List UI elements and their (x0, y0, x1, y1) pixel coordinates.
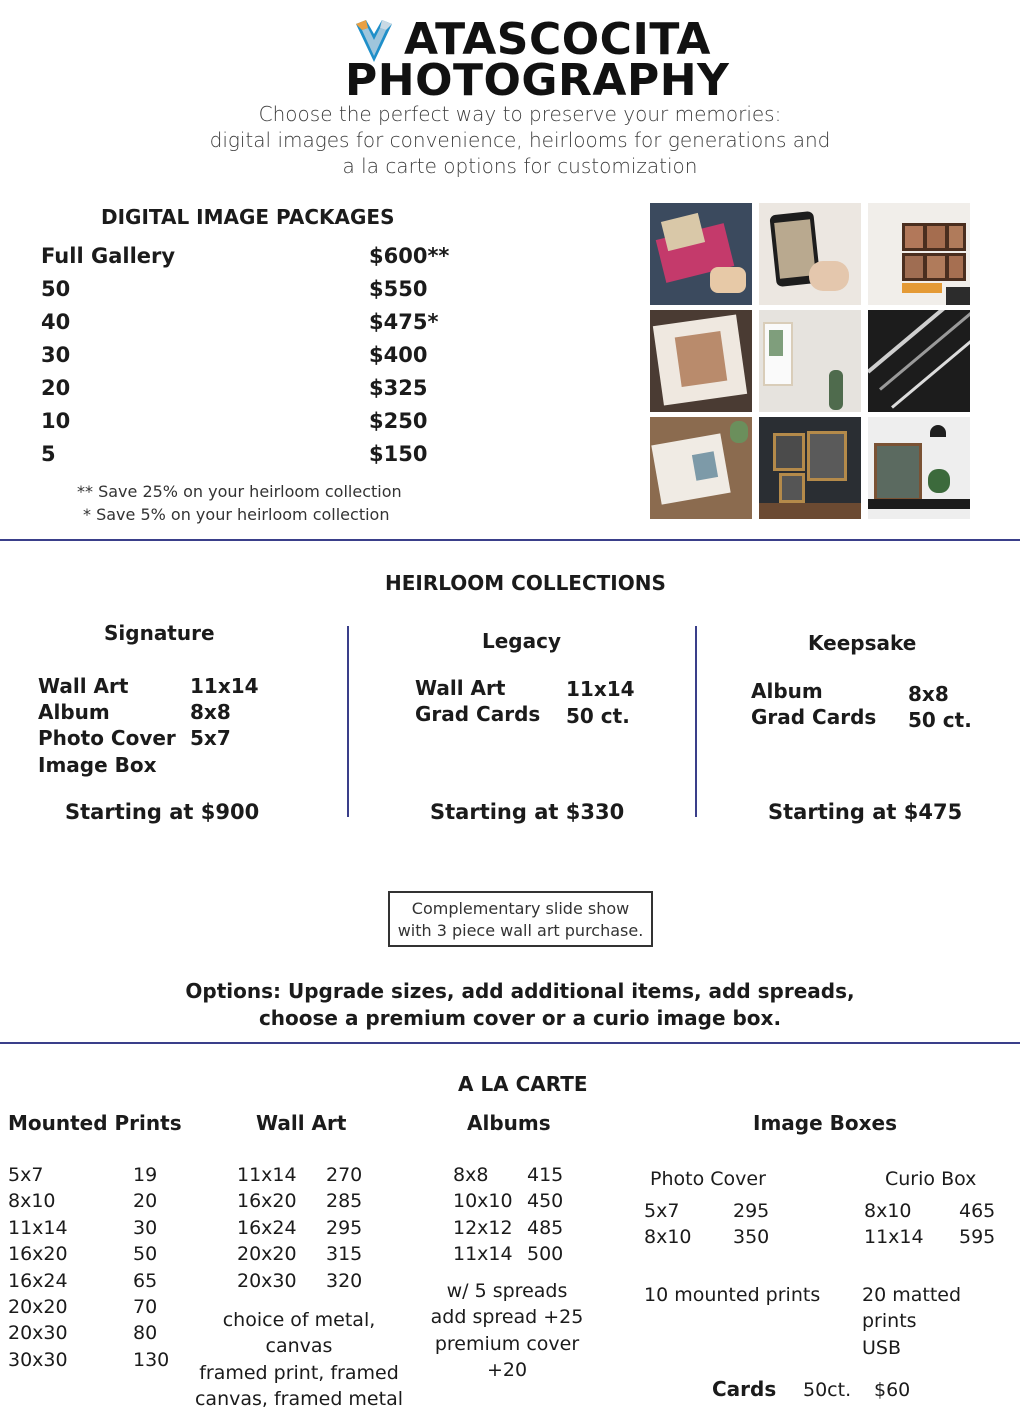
size-cell: 20x30 (237, 1269, 297, 1292)
collection-item-label: Image Box (38, 753, 157, 777)
curio-box-heading: Curio Box (885, 1168, 977, 1190)
photo-cover-note: 10 mounted prints (644, 1284, 821, 1306)
photo-cover-prices (733, 1198, 769, 1251)
package-name: 50 (41, 277, 71, 301)
promo-line: with 3 piece wall art purchase. (397, 921, 644, 940)
section-divider (0, 539, 1020, 541)
size-cell: 20x20 (237, 1243, 297, 1266)
acrylic-photo (868, 310, 970, 412)
tagline-line: digital images for convenience, heirlooms for generations and (209, 128, 831, 152)
price-cell: 450 (527, 1190, 564, 1213)
note-line: premium cover +20 (434, 1332, 580, 1382)
package-price: $550 (369, 277, 428, 301)
size-cell: 11x14 (864, 1226, 924, 1249)
size-cell: 16x24 (237, 1216, 297, 1239)
size-cell: 16x20 (8, 1243, 68, 1266)
collection-item-label: Grad Cards (415, 702, 541, 726)
options-line: choose a premium cover or a curio image box. (258, 1006, 782, 1030)
size-cell: 20x30 (8, 1322, 68, 1345)
size-cell: 8x10 (644, 1226, 692, 1249)
price-cell: 20 (133, 1190, 158, 1213)
collection-item-label: Album (38, 700, 110, 724)
tagline-line: a la carte options for customization (342, 154, 698, 178)
package-price: $600** (369, 244, 450, 268)
price-cell: 295 (733, 1200, 770, 1222)
price-cell: 30 (133, 1216, 158, 1239)
package-name: 5 (41, 442, 56, 466)
gallery-wall-photo (868, 203, 970, 305)
curio-prices (959, 1198, 995, 1251)
collection-item-size: 5x7 (190, 726, 231, 750)
package-name: Full Gallery (41, 244, 176, 268)
package-name: 30 (41, 343, 71, 367)
shelf-frame-photo (868, 417, 970, 519)
size-cell: 16x20 (237, 1190, 297, 1213)
mounted-prints-heading: Mounted Prints (8, 1111, 182, 1135)
product-photo-grid (650, 203, 970, 519)
slideshow-promo-box (388, 891, 653, 947)
album-prices (527, 1162, 563, 1268)
cards-label: Cards (712, 1377, 777, 1401)
alacarte-title: A LA CARTE (458, 1072, 588, 1096)
promo-line: Complementary slide show (411, 899, 630, 918)
price-cell: 295 (326, 1216, 363, 1239)
column-divider (695, 626, 697, 817)
discount-note: * Save 5% on your heirloom collection (83, 505, 390, 524)
note-line: 20 matted prints (862, 1284, 962, 1333)
price-cell: 270 (326, 1164, 363, 1186)
cards-price: $60 (874, 1379, 911, 1401)
note-line: choice of metal, canvas (222, 1309, 376, 1358)
wallart-prices (326, 1162, 362, 1294)
note-line: USB (862, 1336, 902, 1359)
price-cell: 350 (733, 1226, 770, 1249)
price-cell: 315 (326, 1243, 363, 1266)
mounted-sizes (8, 1162, 68, 1373)
albums-heading: Albums (467, 1111, 551, 1135)
price-cell: 500 (527, 1243, 564, 1266)
size-cell: 10x10 (453, 1190, 513, 1213)
price-cell: 50 (133, 1243, 158, 1266)
collection-item-label: Photo Cover (38, 726, 176, 750)
price-cell: 595 (959, 1226, 996, 1249)
note-line: canvas, framed metal (194, 1388, 403, 1411)
note-line: w/ 5 spreads (446, 1280, 568, 1302)
collection-item-size: 11x14 (190, 674, 259, 698)
wall-art-heading: Wall Art (256, 1111, 347, 1135)
size-cell: 30x30 (8, 1348, 68, 1371)
collection-item-size: 50 ct. (908, 708, 972, 732)
section-divider (0, 1042, 1020, 1044)
size-cell: 20x20 (8, 1296, 68, 1319)
package-name: 20 (41, 376, 71, 400)
package-price: $475* (369, 310, 439, 334)
collection-item-size: 50 ct. (566, 704, 630, 728)
price-cell: 320 (326, 1269, 363, 1292)
starting-price-signature: Starting at $900 (65, 800, 260, 824)
note-line: framed print, framed (199, 1361, 399, 1384)
album-photo (650, 203, 752, 305)
collection-name-keepsake: Keepsake (808, 631, 917, 655)
note-line: add spread +25 (430, 1306, 584, 1329)
size-cell: 12x12 (453, 1216, 513, 1239)
package-price: $250 (369, 409, 428, 433)
package-name: 10 (41, 409, 71, 433)
package-price: $400 (369, 343, 428, 367)
collection-item-size: 8x8 (190, 700, 231, 724)
options-line: Options: Upgrade sizes, add additional items, add spreads, (185, 979, 855, 1003)
price-cell: 485 (527, 1216, 564, 1239)
discount-note: ** Save 25% on your heirloom collection (77, 482, 402, 501)
image-box-photo (650, 417, 752, 519)
price-cell: 130 (133, 1348, 170, 1371)
wallart-sizes (237, 1162, 297, 1294)
size-cell: 11x14 (8, 1216, 68, 1239)
photo-cover-heading: Photo Cover (650, 1168, 766, 1190)
size-cell: 16x24 (8, 1269, 68, 1292)
size-cell: 8x8 (453, 1164, 489, 1186)
collection-item-label: Wall Art (415, 676, 506, 700)
price-cell: 19 (133, 1164, 158, 1186)
curio-note (862, 1282, 1020, 1361)
column-divider (347, 626, 349, 817)
starting-price-legacy: Starting at $330 (430, 800, 625, 824)
matted-print-photo (650, 310, 752, 412)
size-cell: 5x7 (644, 1200, 680, 1222)
album-sizes (453, 1162, 513, 1268)
digital-packages-title: DIGITAL IMAGE PACKAGES (101, 205, 395, 229)
collection-name-legacy: Legacy (482, 629, 562, 653)
framed-print-photo (759, 310, 861, 412)
mounted-prices (133, 1162, 169, 1373)
package-price: $150 (369, 442, 428, 466)
albums-note (412, 1278, 602, 1384)
price-cell: 415 (527, 1164, 564, 1186)
framed-portraits-photo (759, 417, 861, 519)
options-note (0, 978, 1020, 1032)
price-cell: 65 (133, 1269, 158, 1292)
wallart-note (188, 1307, 410, 1413)
collection-item-size: 11x14 (566, 677, 635, 701)
collection-item-size: 8x8 (908, 682, 949, 706)
collection-item-label: Wall Art (38, 674, 129, 698)
tagline-line: Choose the perfect way to preserve your memories: (258, 102, 782, 126)
collection-item-label: Album (751, 679, 823, 703)
brand-name-line2: PHOTOGRAPHY (345, 55, 730, 106)
size-cell: 11x14 (237, 1164, 297, 1186)
starting-price-keepsake: Starting at $475 (768, 800, 963, 824)
price-cell: 70 (133, 1296, 158, 1319)
size-cell: 8x10 (864, 1200, 912, 1222)
collection-item-label: Grad Cards (751, 705, 877, 729)
size-cell: 11x14 (453, 1243, 513, 1266)
package-price: $325 (369, 376, 428, 400)
cards-count: 50ct. (803, 1379, 852, 1401)
size-cell: 8x10 (8, 1190, 56, 1213)
curio-sizes (864, 1198, 924, 1251)
collection-name-signature: Signature (104, 621, 215, 645)
tablet-photo (759, 203, 861, 305)
price-cell: 80 (133, 1322, 158, 1345)
tagline (0, 101, 1020, 179)
price-cell: 465 (959, 1200, 996, 1222)
image-boxes-heading: Image Boxes (753, 1111, 897, 1135)
price-cell: 285 (326, 1190, 363, 1213)
photo-cover-sizes (644, 1198, 692, 1251)
brand-name-line1: ATASCOCITA (404, 14, 711, 65)
size-cell: 5x7 (8, 1164, 44, 1186)
package-name: 40 (41, 310, 71, 334)
heirloom-title: HEIRLOOM COLLECTIONS (385, 571, 666, 595)
